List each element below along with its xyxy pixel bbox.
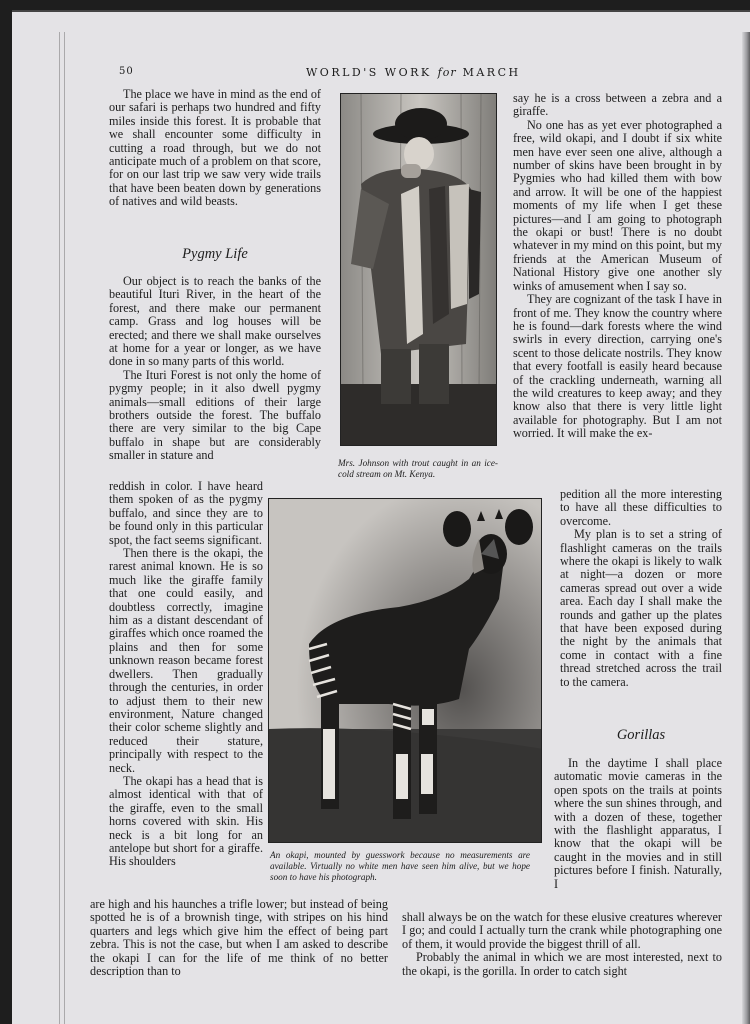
gutter-line — [64, 32, 65, 1024]
paragraph-pygmy-1: Our object is to reach the banks of the beautiful Ituri River, in the heart of the forest, and there make our permanent camp. Grass and log houses will be erected; and there we shall make ourselves at home for a year or longer, as we have done in so many parts of this world. — [109, 274, 321, 369]
paragraph-right-3-cont: pedition all the more interesting to have all these difficulties to overcome. — [560, 487, 722, 528]
caption-mrs-johnson: Mrs. Johnson with trout caught in an ice-cold stream on Mt. Kenya. — [338, 458, 498, 479]
page-edge-shadow — [742, 32, 750, 1024]
paragraph-okapi-2: The okapi has a head that is almost identical with that of the giraffe, even to the small horns covered with skin. His neck is a bit long for an antelope but short for a giraffe. His shoulders — [109, 773, 263, 869]
photo-okapi — [268, 498, 542, 843]
paragraph-right-4: My plan is to set a string of flashlight cameras on the trails where the okapi is likely to walk at night—a dozen or more cameras spread out over a wide area. Each day I shall make the rounds and gather up the plates that have been exposed during the night by the animals that come in contact with a fine thread stretched across the trail to the camera. — [560, 527, 722, 689]
paragraph-gorillas-1: In the daytime I shall place automatic movie cameras in the open spots on the trails at points where the sun shines through, and with a dozen of these, together with the flashlight apparatus, I know that the okapi will be caught in the movies and in still pictures before I finish. Naturally, I — [554, 756, 722, 891]
gutter-line — [59, 32, 60, 1024]
right-column-top — [513, 92, 722, 441]
paragraph-pygmy-2-cont: reddish in color. I have heard them spoken of as the pygmy buffalo, and since they are to be found only in this particular spot, the fact seems significant. — [109, 479, 263, 547]
photo-johnson-image — [341, 94, 497, 446]
paragraph-right-1: say he is a cross between a zebra and a giraffe. — [513, 91, 722, 119]
paragraph-okapi-1: Then there is the okapi, the rarest animal known. He is so much like the giraffe family that one could easily, and doubtless correctly, imagine him as a distant descendant of giraffes which once roamed the plains and then for some unknown reason became forest dwellers. Then gradually through the centuries, in order to adjust them to their new environment, Nature changed their color scheme slightly and reduced their stature, principally with respect to the neck. — [109, 546, 263, 775]
page-number: 50 — [119, 66, 134, 77]
section-heading-gorillas: Gorillas — [616, 727, 666, 743]
paragraph-gorillas-2: Probably the animal in which we are most interested, next to the okapi, is the gorilla. In order to catch sight — [402, 950, 722, 978]
running-head-title: WORLD'S WORK — [306, 66, 432, 79]
photo-mrs-johnson — [340, 93, 497, 446]
section-heading-pygmy-life: Pygmy Life — [182, 246, 248, 262]
running-head — [306, 66, 521, 79]
paragraph-intro: The place we have in mind as the end of our safari is perhaps two hundred and fifty miles inside this forest. It is probable that we shall encounter some difficulty in cutting a road through, but we do not anticipate much of a problem on that score, for on our last trip we saw very wide trails that have been beaten down by generations of natives and wild beasts. — [109, 87, 321, 209]
photo-okapi-image — [269, 499, 542, 843]
right-column-bottom — [402, 911, 722, 978]
paragraph-gorillas-1-cont: shall always be on the watch for these elusive creatures wherever I go; and could I actually turn the crank while photographing one of them, it would provide the biggest thrill of all. — [402, 910, 722, 951]
paragraph-okapi-2-cont: are high and his haunches a trifle lower; but instead of being spotted he is of a brownish tinge, with stripes on his hind quarters and legs which give him the effect of being part zebra. This is not the case, but when I am asked to describe the okapi I can for the life of me think of no better description than to — [90, 897, 388, 979]
left-column-bottom — [90, 898, 388, 978]
left-column-narrow — [109, 480, 263, 869]
left-column-pygmy — [109, 275, 321, 463]
paragraph-pygmy-2: The Ituri Forest is not only the home of pygmy people; in it also dwell pygmy animals—small editions of their large brothers outside the forest. The buffalo there are very similar to the big Cape buffalo in shape but are considerably smaller in stature and — [109, 367, 321, 463]
right-column-narrow — [560, 488, 722, 689]
paragraph-right-2: No one has as yet ever photographed a free, wild okapi, and I doubt if six white men have ever seen one alive, although a number of skins have been brought in by Pygmies who had killed them with bow and arrow. It will be one of the happiest moments of my life when I get these pictures—and I am going to photograph the okapi or bust! There is no doubt whatever in my mind on this point, but my friends at the American Museum of National History give one another sly winks of amusement when I say so. — [513, 117, 722, 293]
running-head-month: MARCH — [462, 66, 521, 79]
paragraph-right-3: They are cognizant of the task I have in front of me. They know the country where he is found—dark forests where the wind swirls in every direction, carrying one's scent to those delicate nostrils. They know that every footfall is easily heard because of the crackling underneath, warning all the wild creatures to keep away; and they know also that there is very little light available for photography. But I am not worried. It will make the ex- — [513, 292, 722, 441]
left-column-top — [109, 88, 321, 209]
right-column-gorillas — [554, 757, 722, 891]
caption-okapi: An okapi, mounted by guesswork because no measurements are available. Virtually no white men have seen him alive, but we hope soon to have his photograph. — [270, 850, 530, 882]
running-head-for: for — [437, 66, 457, 79]
